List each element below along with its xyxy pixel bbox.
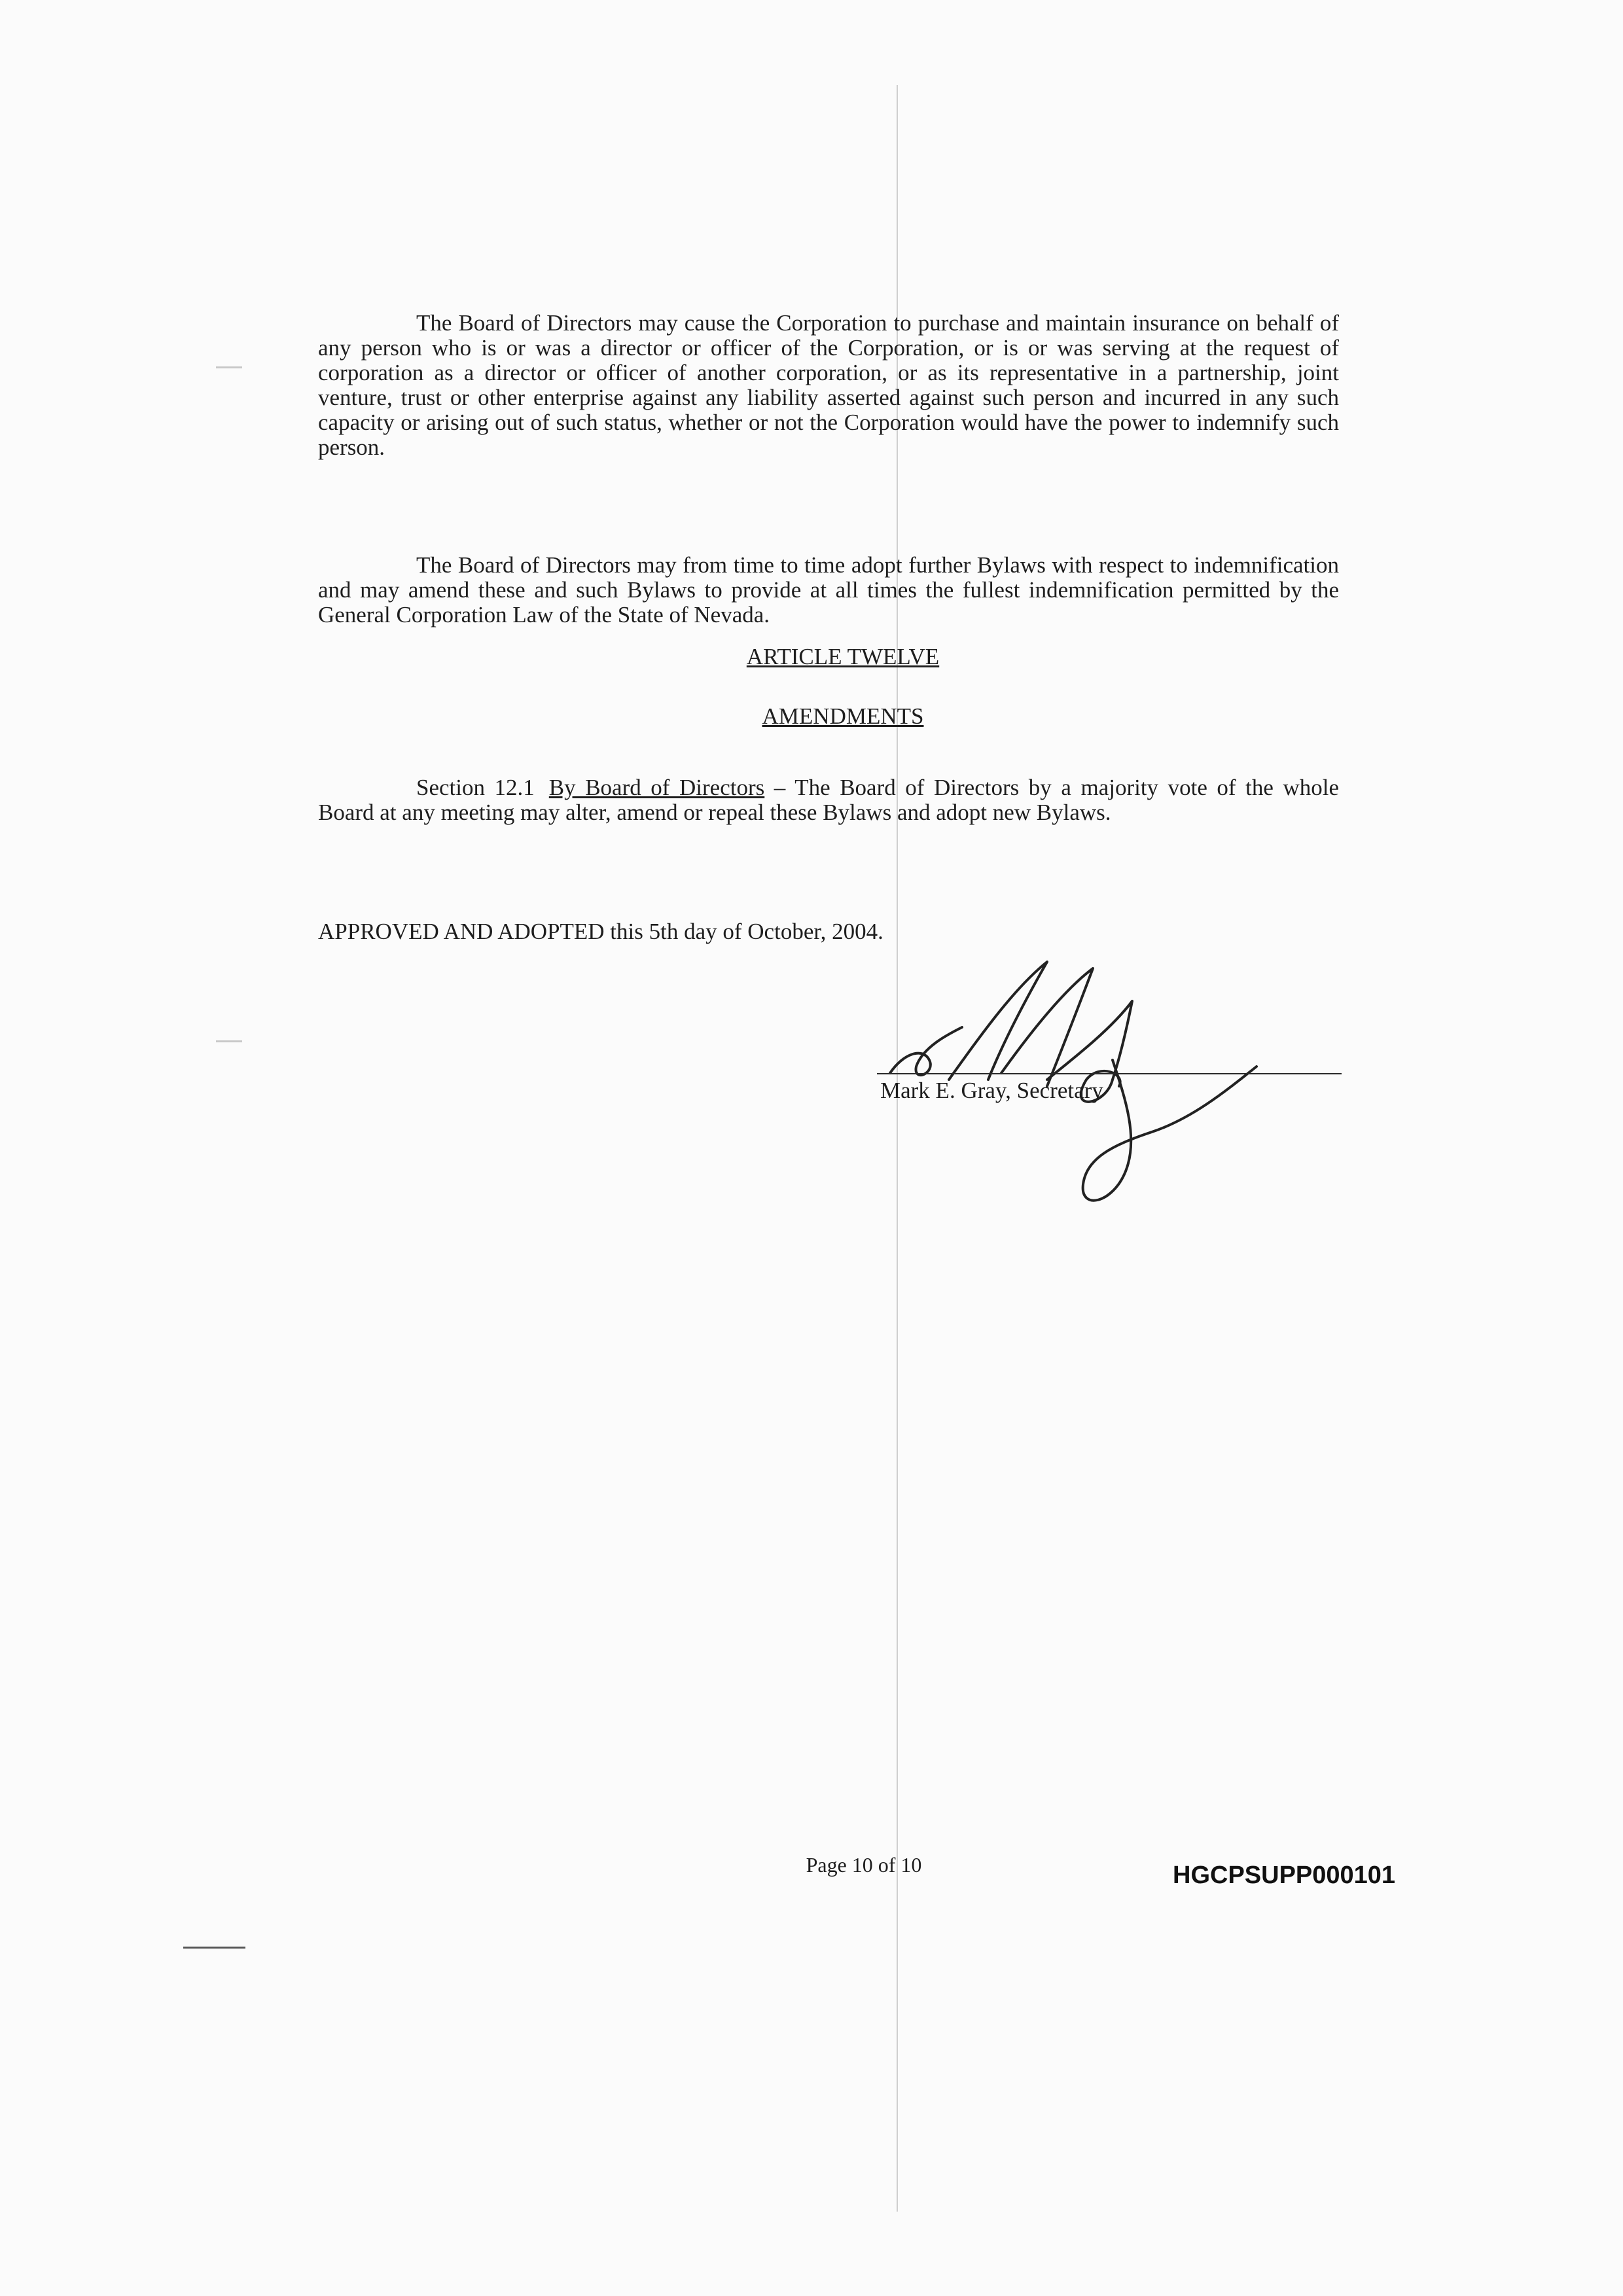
section-body: – The Board of Directors by a majority vote of the whole Board at any meeting may alter, amend or repeal these Bylaws and adopt new Bylaws. xyxy=(318,775,1340,825)
section-12-1 xyxy=(318,775,1339,825)
scan-mark xyxy=(216,1040,242,1042)
insurance-paragraph: The Board of Directors may cause the Corporation to purchase and maintain insurance on behalf of any person who is or was a director or officer of the Corporation, or is or was serving at the request of corporation as a director or officer of another corporation, or as its representative in a partnership, joint venture, trust or other enterprise against any liability asserted against such person and incurred in any such capacity or arising out of such status, whether or not the Corporation would have the power to indemnify such person. xyxy=(318,310,1339,460)
scan-mark xyxy=(183,1947,245,1949)
signature-line xyxy=(877,1073,1342,1074)
bates-number: HGCPSUPP000101 xyxy=(1173,1862,1396,1889)
further-bylaws-paragraph: The Board of Directors may from time to time adopt further Bylaws with respect to indemnification and may amend these and such Bylaws to provide at all times the fullest indemnification permitted by the General Corporation Law of the State of Nevada. xyxy=(318,552,1339,627)
approval-statement: APPROVED AND ADOPTED this 5th day of October, 2004. xyxy=(318,919,883,944)
signatory-name: Mark E. Gray, Secretary xyxy=(880,1078,1103,1103)
section-number: Section 12.1 xyxy=(416,775,535,800)
scan-mark xyxy=(216,366,242,368)
section-heading: By Board of Directors xyxy=(548,775,765,800)
article-title: ARTICLE TWELVE xyxy=(746,644,940,669)
article-subtitle: AMENDMENTS xyxy=(762,703,924,729)
page-number: Page 10 of 10 xyxy=(806,1853,922,1877)
